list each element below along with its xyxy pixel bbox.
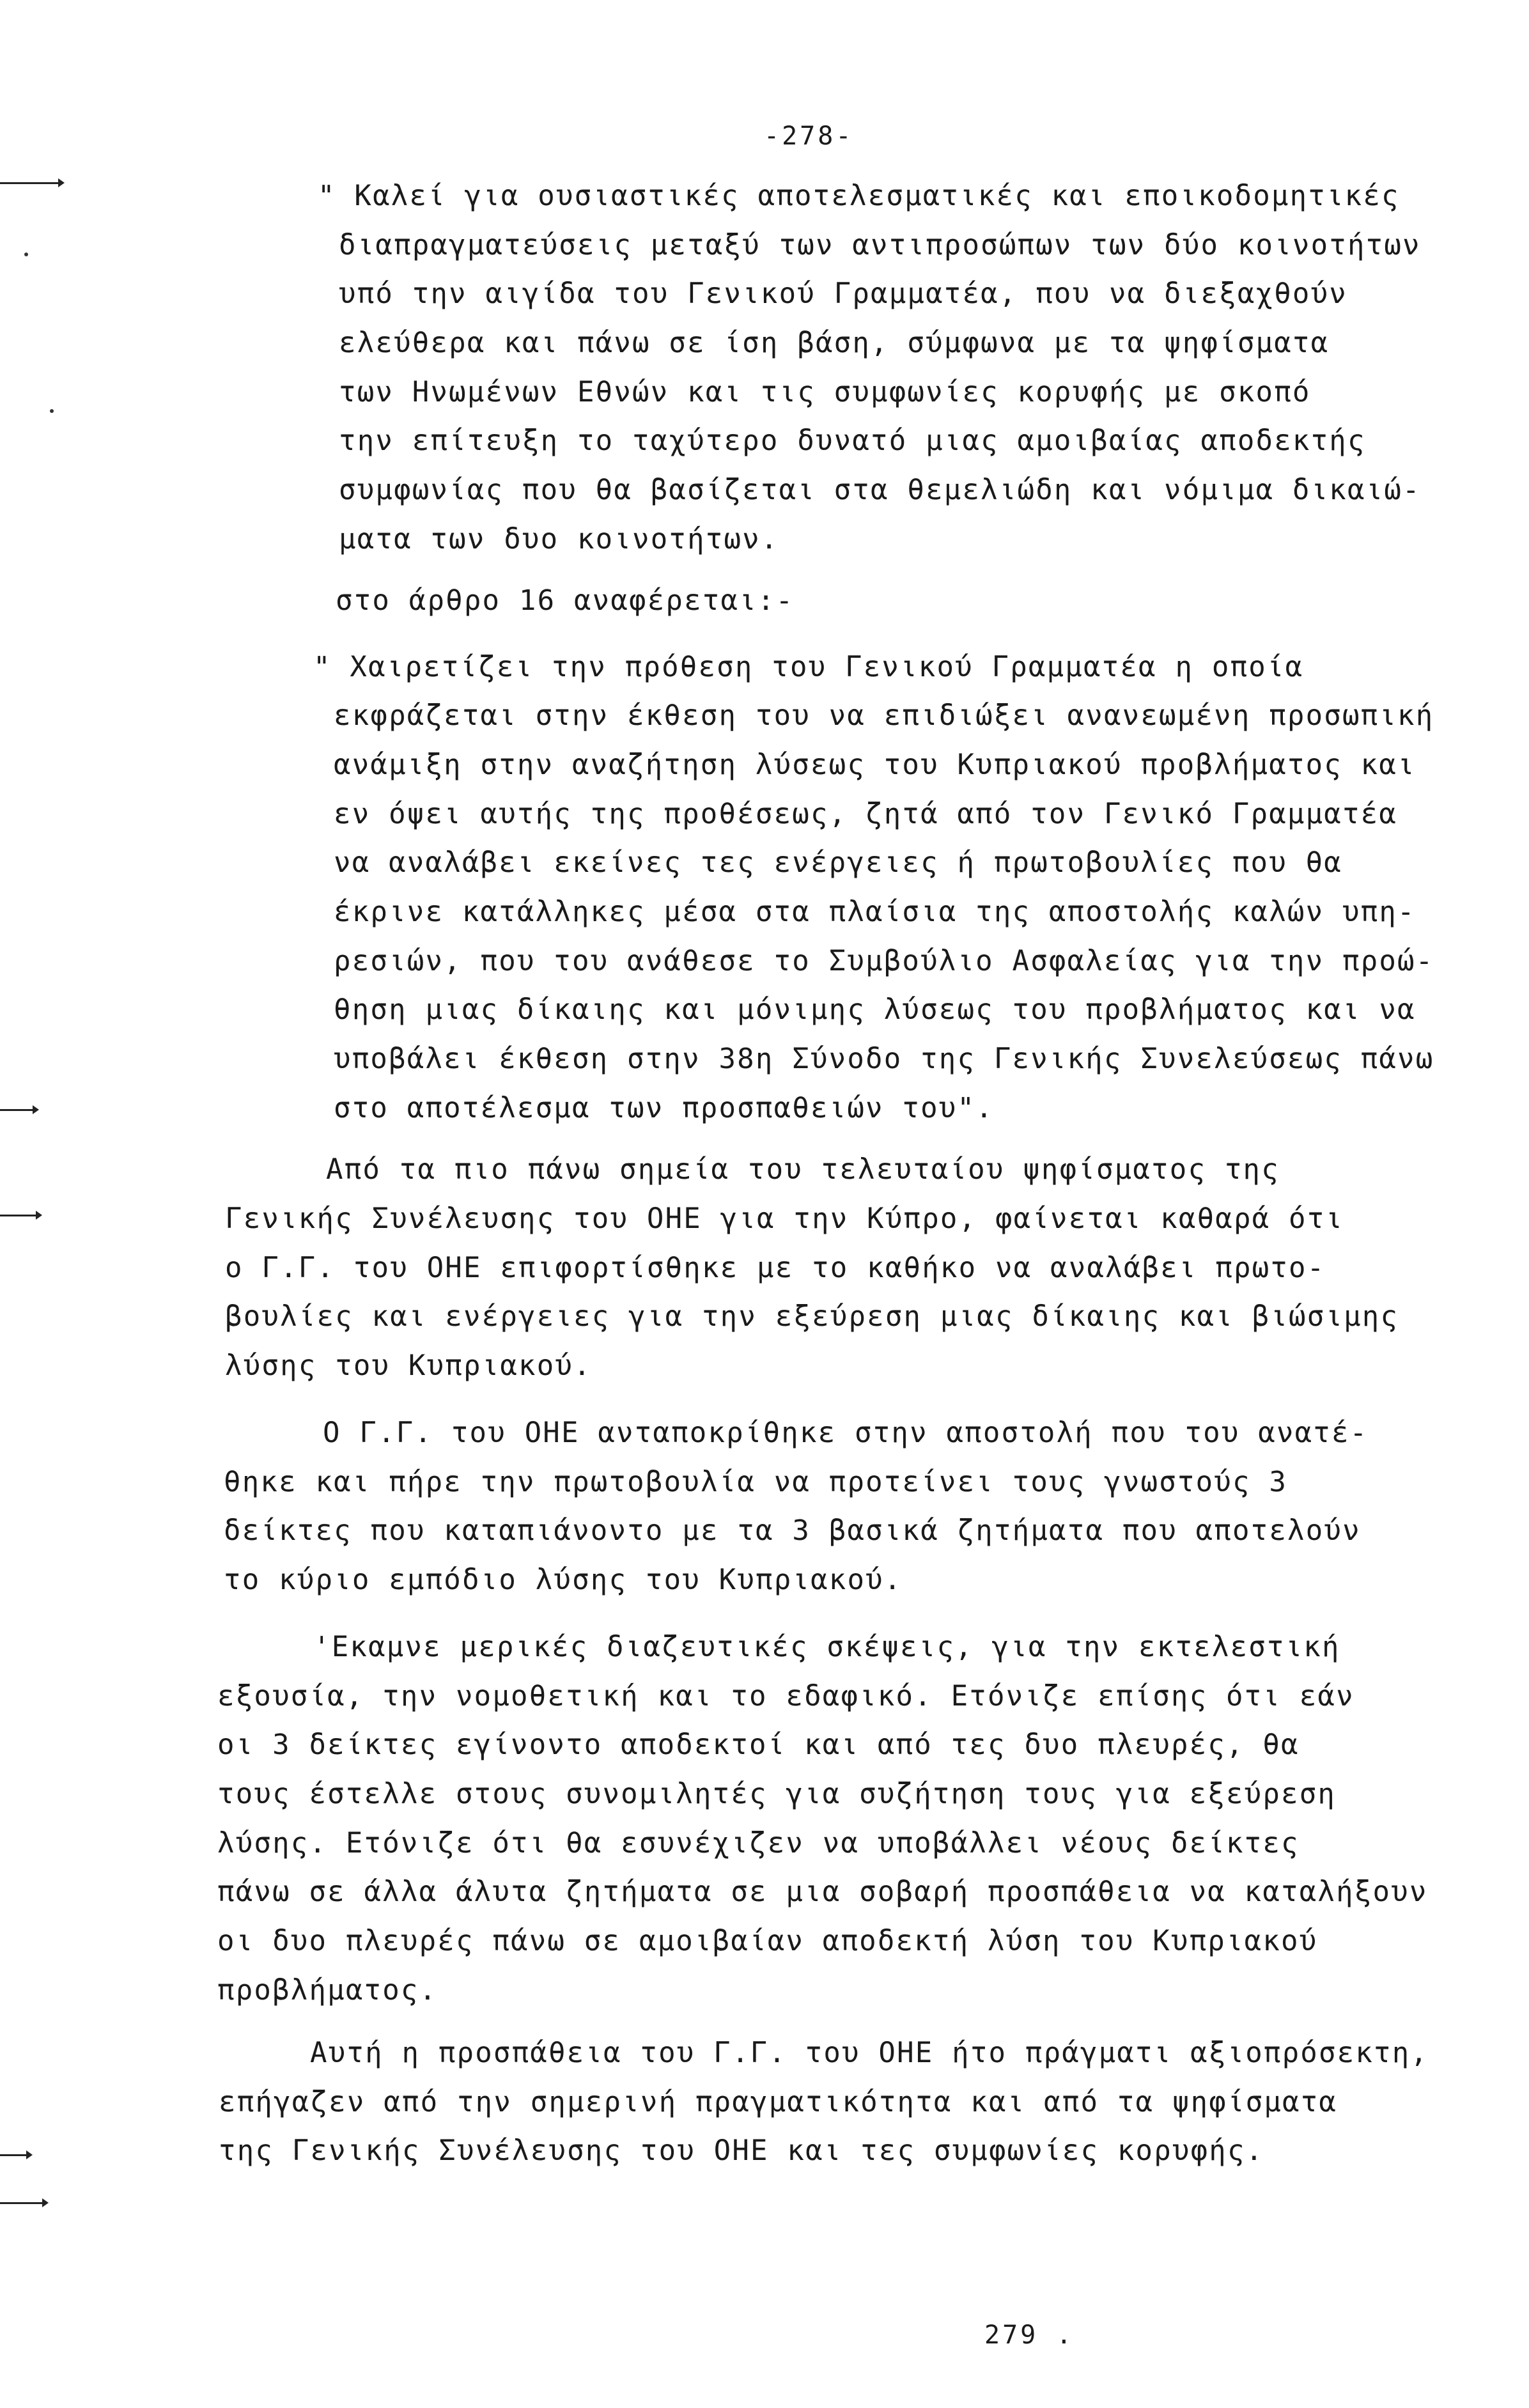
text-line: 'Εκαμνε μερικές διαζευτικές σκέψεις, για την εκτελεστική: [313, 1631, 1340, 1663]
text-line: εν όψει αυτής της προθέσεως, ζητά από τον Γενικό Γραμματέα: [334, 798, 1398, 830]
text-line: Γενικής Συνέλευσης του ΟΗΕ για την Κύπρο, φαίνεται καθαρά ότι: [225, 1202, 1344, 1235]
text-line: υποβάλει έκθεση στην 38η Σύνοδο της Γενικής Συνελεύσεως πάνω: [334, 1043, 1434, 1075]
text-line: υπό την αιγίδα του Γενικού Γραμματέα, που να διεξαχθούν: [339, 277, 1347, 310]
text-line: ανάμιξη στην αναζήτηση λύσεως του Κυπριακού προβλήματος και: [334, 749, 1416, 781]
text-line: Ο Γ.Γ. του ΟΗΕ ανταποκρίθηκε στην αποστολή που του ανατέ-: [323, 1417, 1369, 1449]
text-line: τους έστελλε στους συνομιλητές για συζήτηση τους για εξεύρεση: [217, 1778, 1337, 1810]
text-line: στο άρθρο 16 αναφέρεται:-: [336, 584, 795, 617]
margin-arrow-mark: [0, 1215, 38, 1216]
text-line: λύσης του Κυπριακού.: [225, 1349, 592, 1382]
text-line: των Ηνωμένων Εθνών και τις συμφωνίες κορυφής με σκοπό: [339, 376, 1311, 408]
text-line: το κύριο εμπόδιο λύσης του Κυπριακού.: [224, 1564, 903, 1596]
text-line: συμφωνίας που θα βασίζεται στα θεμελιώδη και νόμιμα δικαιώ-: [339, 474, 1421, 506]
text-line: Αυτή η προσπάθεια του Γ.Γ. του ΟΗΕ ήτο πράγματι αξιοπρόσεκτη,: [310, 2037, 1429, 2069]
text-line: ο Γ.Γ. του ΟΗΕ επιφορτίσθηκε με το καθήκο να αναλάβει πρωτο-: [225, 1252, 1326, 1284]
text-line: βουλίες και ενέργειες για την εξεύρεση μιας δίκαιης και βιώσιμης: [225, 1300, 1399, 1333]
margin-arrow-mark: [0, 2154, 29, 2156]
text-line: " Καλεί για ουσιαστικές αποτελεσματικές και εποικοδομητικές: [318, 180, 1400, 212]
text-line: διαπραγματεύσεις μεταξύ των αντιπροσώπων των δύο κοινοτήτων: [339, 229, 1421, 261]
text-line: θηκε και πήρε την πρωτοβουλία να προτείνει τους γνωστούς 3: [224, 1466, 1288, 1498]
text-line: δείκτες που καταπιάνοντο με τα 3 βασικά ζητήματα που αποτελούν: [224, 1514, 1361, 1547]
text-line: Από τα πιο πάνω σημεία του τελευταίου ψηφίσματος της: [326, 1153, 1280, 1186]
text-line: ρεσιών, που του ανάθεσε το Συμβούλιο Ασφαλείας για την προώ-: [334, 945, 1434, 977]
text-line: στο αποτέλεσμα των προσπαθειών του".: [334, 1092, 994, 1124]
margin-arrow-mark: [0, 1109, 35, 1111]
text-line: θηση μιας δίκαιης και μόνιμης λύσεως του προβλήματος και να: [334, 993, 1416, 1026]
page-number-footer: 279 .: [984, 2320, 1075, 2350]
text-line: πάνω σε άλλα άλυτα ζητήματα σε μια σοβαρή προσπάθεια να καταλήξουν: [217, 1876, 1428, 1908]
text-line: λύσης. Ετόνιζε ότι θα εσυνέχιζεν να υποβάλλει νέους δείκτες: [217, 1827, 1300, 1860]
text-line: προβλήματος.: [217, 1974, 438, 2007]
margin-speck: [50, 409, 54, 413]
margin-speck: [24, 252, 28, 256]
margin-arrow-mark: [0, 2202, 45, 2204]
text-line: επήγαζεν από την σημερινή πραγματικότητα και από τα ψηφίσματα: [219, 2086, 1338, 2118]
text-line: " Χαιρετίζει την πρόθεση του Γενικού Γραμματέα η οποία: [313, 651, 1304, 683]
margin-arrow-mark: [0, 182, 61, 184]
text-line: οι δυο πλευρές πάνω σε αμοιβαίαν αποδεκτή λύση του Κυπριακού: [217, 1925, 1318, 1957]
text-line: εξουσία, την νομοθετική και το εδαφικό. Ετόνιζε επίσης ότι εάν: [217, 1680, 1354, 1713]
text-line: οι 3 δείκτες εγίνοντο αποδεκτοί και από τες δυο πλευρές, θα: [217, 1728, 1300, 1761]
text-line: να αναλάβει εκείνες τες ενέργειες ή πρωτοβουλίες που θα: [334, 846, 1342, 879]
text-line: την επίτευξη το ταχύτερο δυνατό μιας αμοιβαίας αποδεκτής: [339, 424, 1366, 457]
text-line: έκρινε κατάλληκες μέσα στα πλαίσια της αποστολής καλών υπη-: [334, 896, 1416, 928]
text-line: εκφράζεται στην έκθεση του να επιδιώξει ανανεωμένη προσωπική: [334, 699, 1434, 732]
page-number-header: -278-: [764, 121, 854, 151]
text-line: της Γενικής Συνέλευσης του ΟΗΕ και τες συμφωνίες κορυφής.: [219, 2134, 1264, 2167]
text-line: ελεύθερα και πάνω σε ίση βάση, σύμφωνα με τα ψηφίσματα: [339, 327, 1330, 359]
text-line: ματα των δυο κοινοτήτων.: [339, 523, 779, 555]
